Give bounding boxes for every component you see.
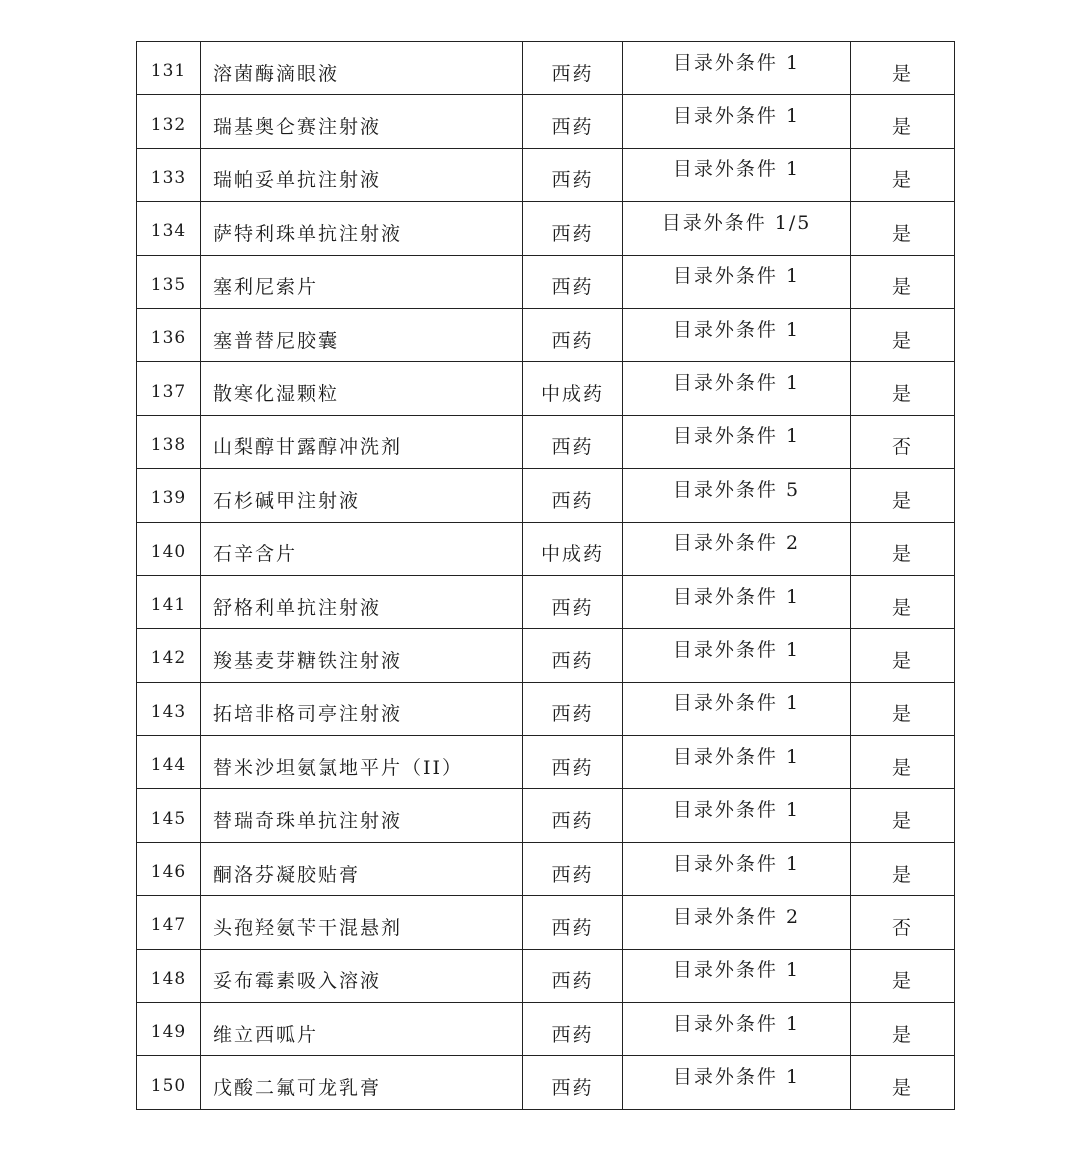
- coverage-flag: 是: [851, 202, 955, 255]
- drug-type: 西药: [523, 682, 623, 735]
- table-row: [137, 522, 955, 575]
- coverage-condition: 目录外条件 2: [623, 896, 851, 949]
- drug-type: 西药: [523, 469, 623, 522]
- row-number: 148: [137, 949, 201, 1002]
- coverage-condition: 目录外条件 1: [623, 629, 851, 682]
- table-row: [137, 896, 955, 949]
- drug-type: 西药: [523, 1003, 623, 1056]
- coverage-flag: 是: [851, 148, 955, 201]
- table-row: [137, 736, 955, 789]
- drug-name: 维立西呱片: [201, 1003, 523, 1056]
- table-row: [137, 789, 955, 842]
- coverage-flag: 是: [851, 95, 955, 148]
- coverage-condition: 目录外条件 1: [623, 682, 851, 735]
- coverage-flag: 是: [851, 255, 955, 308]
- drug-type: 西药: [523, 95, 623, 148]
- coverage-condition: 目录外条件 1: [623, 42, 851, 95]
- row-number: 143: [137, 682, 201, 735]
- coverage-flag: 否: [851, 415, 955, 468]
- row-number: 133: [137, 148, 201, 201]
- table-row: [137, 255, 955, 308]
- drug-type: 西药: [523, 202, 623, 255]
- coverage-flag: 是: [851, 629, 955, 682]
- coverage-condition: 目录外条件 1: [623, 789, 851, 842]
- row-number: 149: [137, 1003, 201, 1056]
- coverage-flag: 是: [851, 362, 955, 415]
- drug-type: 西药: [523, 629, 623, 682]
- coverage-condition: 目录外条件 2: [623, 522, 851, 575]
- drug-type: 西药: [523, 842, 623, 895]
- table-row: [137, 415, 955, 468]
- coverage-flag: 是: [851, 42, 955, 95]
- table-row: [137, 308, 955, 361]
- row-number: 141: [137, 575, 201, 628]
- drug-name: 山梨醇甘露醇冲洗剂: [201, 415, 523, 468]
- row-number: 136: [137, 308, 201, 361]
- drug-name: 拓培非格司亭注射液: [201, 682, 523, 735]
- drug-name: 散寒化湿颗粒: [201, 362, 523, 415]
- row-number: 131: [137, 42, 201, 95]
- drug-type: 西药: [523, 415, 623, 468]
- drug-type: 西药: [523, 575, 623, 628]
- drug-type: 西药: [523, 42, 623, 95]
- coverage-flag: 是: [851, 575, 955, 628]
- row-number: 147: [137, 896, 201, 949]
- table-row: [137, 629, 955, 682]
- coverage-flag: 是: [851, 1056, 955, 1109]
- drug-name: 塞利尼索片: [201, 255, 523, 308]
- table-row: [137, 42, 955, 95]
- row-number: 138: [137, 415, 201, 468]
- coverage-condition: 目录外条件 1: [623, 308, 851, 361]
- coverage-flag: 是: [851, 682, 955, 735]
- drug-name: 瑞帕妥单抗注射液: [201, 148, 523, 201]
- drug-type: 西药: [523, 896, 623, 949]
- coverage-flag: 是: [851, 522, 955, 575]
- table-row: [137, 1003, 955, 1056]
- coverage-condition: 目录外条件 5: [623, 469, 851, 522]
- table-row: [137, 682, 955, 735]
- coverage-flag: 是: [851, 469, 955, 522]
- drug-type: 西药: [523, 949, 623, 1002]
- drug-name: 溶菌酶滴眼液: [201, 42, 523, 95]
- coverage-condition: 目录外条件 1: [623, 1056, 851, 1109]
- coverage-condition: 目录外条件 1: [623, 575, 851, 628]
- drug-name: 塞普替尼胶囊: [201, 308, 523, 361]
- drug-table: [136, 41, 955, 1110]
- drug-table-body: [137, 42, 955, 1110]
- drug-name: 羧基麦芽糖铁注射液: [201, 629, 523, 682]
- table-row: [137, 469, 955, 522]
- coverage-condition: 目录外条件 1: [623, 415, 851, 468]
- table-row: [137, 362, 955, 415]
- drug-name: 瑞基奥仑赛注射液: [201, 95, 523, 148]
- row-number: 134: [137, 202, 201, 255]
- drug-type: 西药: [523, 789, 623, 842]
- drug-type: 西药: [523, 148, 623, 201]
- coverage-flag: 否: [851, 896, 955, 949]
- table-row: [137, 1056, 955, 1109]
- drug-name: 石辛含片: [201, 522, 523, 575]
- coverage-flag: 是: [851, 789, 955, 842]
- drug-name: 替瑞奇珠单抗注射液: [201, 789, 523, 842]
- coverage-condition: 目录外条件 1: [623, 842, 851, 895]
- row-number: 145: [137, 789, 201, 842]
- coverage-flag: 是: [851, 1003, 955, 1056]
- drug-name: 妥布霉素吸入溶液: [201, 949, 523, 1002]
- coverage-condition: 目录外条件 1: [623, 148, 851, 201]
- table-row: [137, 148, 955, 201]
- drug-list-sheet: [136, 41, 954, 1110]
- row-number: 140: [137, 522, 201, 575]
- table-row: [137, 949, 955, 1002]
- row-number: 139: [137, 469, 201, 522]
- row-number: 150: [137, 1056, 201, 1109]
- drug-type: 中成药: [523, 362, 623, 415]
- coverage-flag: 是: [851, 736, 955, 789]
- coverage-condition: 目录外条件 1/5: [623, 202, 851, 255]
- drug-type: 西药: [523, 1056, 623, 1109]
- drug-type: 西药: [523, 736, 623, 789]
- drug-name: 戊酸二氟可龙乳膏: [201, 1056, 523, 1109]
- coverage-condition: 目录外条件 1: [623, 362, 851, 415]
- coverage-flag: 是: [851, 842, 955, 895]
- drug-type: 中成药: [523, 522, 623, 575]
- drug-name: 舒格利单抗注射液: [201, 575, 523, 628]
- drug-type: 西药: [523, 308, 623, 361]
- table-row: [137, 842, 955, 895]
- table-row: [137, 575, 955, 628]
- row-number: 142: [137, 629, 201, 682]
- row-number: 144: [137, 736, 201, 789]
- coverage-flag: 是: [851, 949, 955, 1002]
- coverage-condition: 目录外条件 1: [623, 736, 851, 789]
- coverage-condition: 目录外条件 1: [623, 1003, 851, 1056]
- coverage-flag: 是: [851, 308, 955, 361]
- drug-name: 头孢羟氨苄干混悬剂: [201, 896, 523, 949]
- drug-name: 石杉碱甲注射液: [201, 469, 523, 522]
- row-number: 137: [137, 362, 201, 415]
- table-row: [137, 95, 955, 148]
- coverage-condition: 目录外条件 1: [623, 95, 851, 148]
- drug-name: 酮洛芬凝胶贴膏: [201, 842, 523, 895]
- table-row: [137, 202, 955, 255]
- drug-name: 萨特利珠单抗注射液: [201, 202, 523, 255]
- row-number: 146: [137, 842, 201, 895]
- row-number: 132: [137, 95, 201, 148]
- drug-name: 替米沙坦氨氯地平片（II）: [201, 736, 523, 789]
- coverage-condition: 目录外条件 1: [623, 255, 851, 308]
- row-number: 135: [137, 255, 201, 308]
- drug-type: 西药: [523, 255, 623, 308]
- coverage-condition: 目录外条件 1: [623, 949, 851, 1002]
